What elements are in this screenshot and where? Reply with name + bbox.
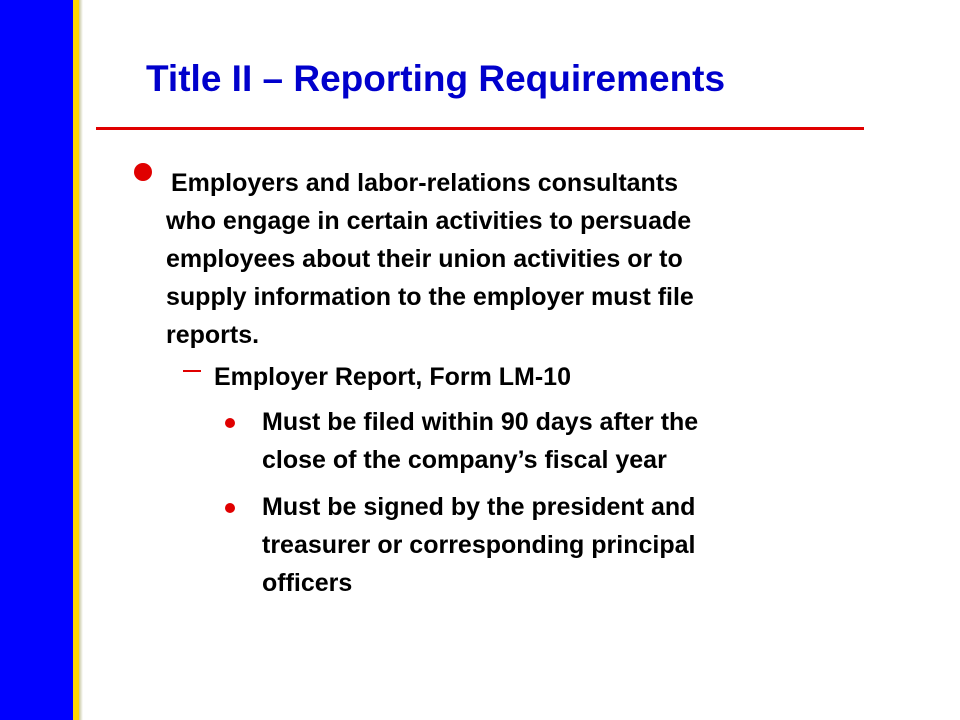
sub-sub-bullet-line: Must be signed by the president and	[262, 493, 696, 521]
main-bullet-text	[166, 164, 861, 354]
sub-sub-bullet-line: officers	[262, 569, 353, 597]
main-bullet-line: reports.	[166, 321, 260, 349]
sub-sub-bullet-line: close of the company’s fiscal year	[262, 446, 667, 474]
bullet-dot-icon	[134, 163, 152, 181]
small-bullet-dot-icon	[225, 503, 235, 513]
sub-sub-bullet-text	[262, 403, 698, 479]
main-bullet-line: who engage in certain activities to persuade	[166, 207, 692, 235]
sub-sub-bullet-text	[262, 488, 695, 602]
sub-bullet-text: Employer Report, Form LM-10	[214, 363, 571, 391]
slide-title: Title II – Reporting Requirements	[146, 58, 726, 99]
main-bullet-line: supply information to the employer must file	[166, 283, 694, 311]
title-underline	[96, 127, 864, 130]
left-stripe-shadow	[79, 0, 83, 720]
main-bullet-line: Employers and labor-relations consultants	[171, 169, 679, 197]
small-bullet-dot-icon	[225, 418, 235, 428]
sub-sub-bullet-line: treasurer or corresponding principal	[262, 531, 696, 559]
dash-bullet-icon	[183, 370, 201, 372]
sub-sub-bullet-line: Must be filed within 90 days after the	[262, 408, 699, 436]
main-bullet-line: employees about their union activities or to	[166, 245, 683, 273]
left-blue-sidebar	[0, 0, 73, 720]
